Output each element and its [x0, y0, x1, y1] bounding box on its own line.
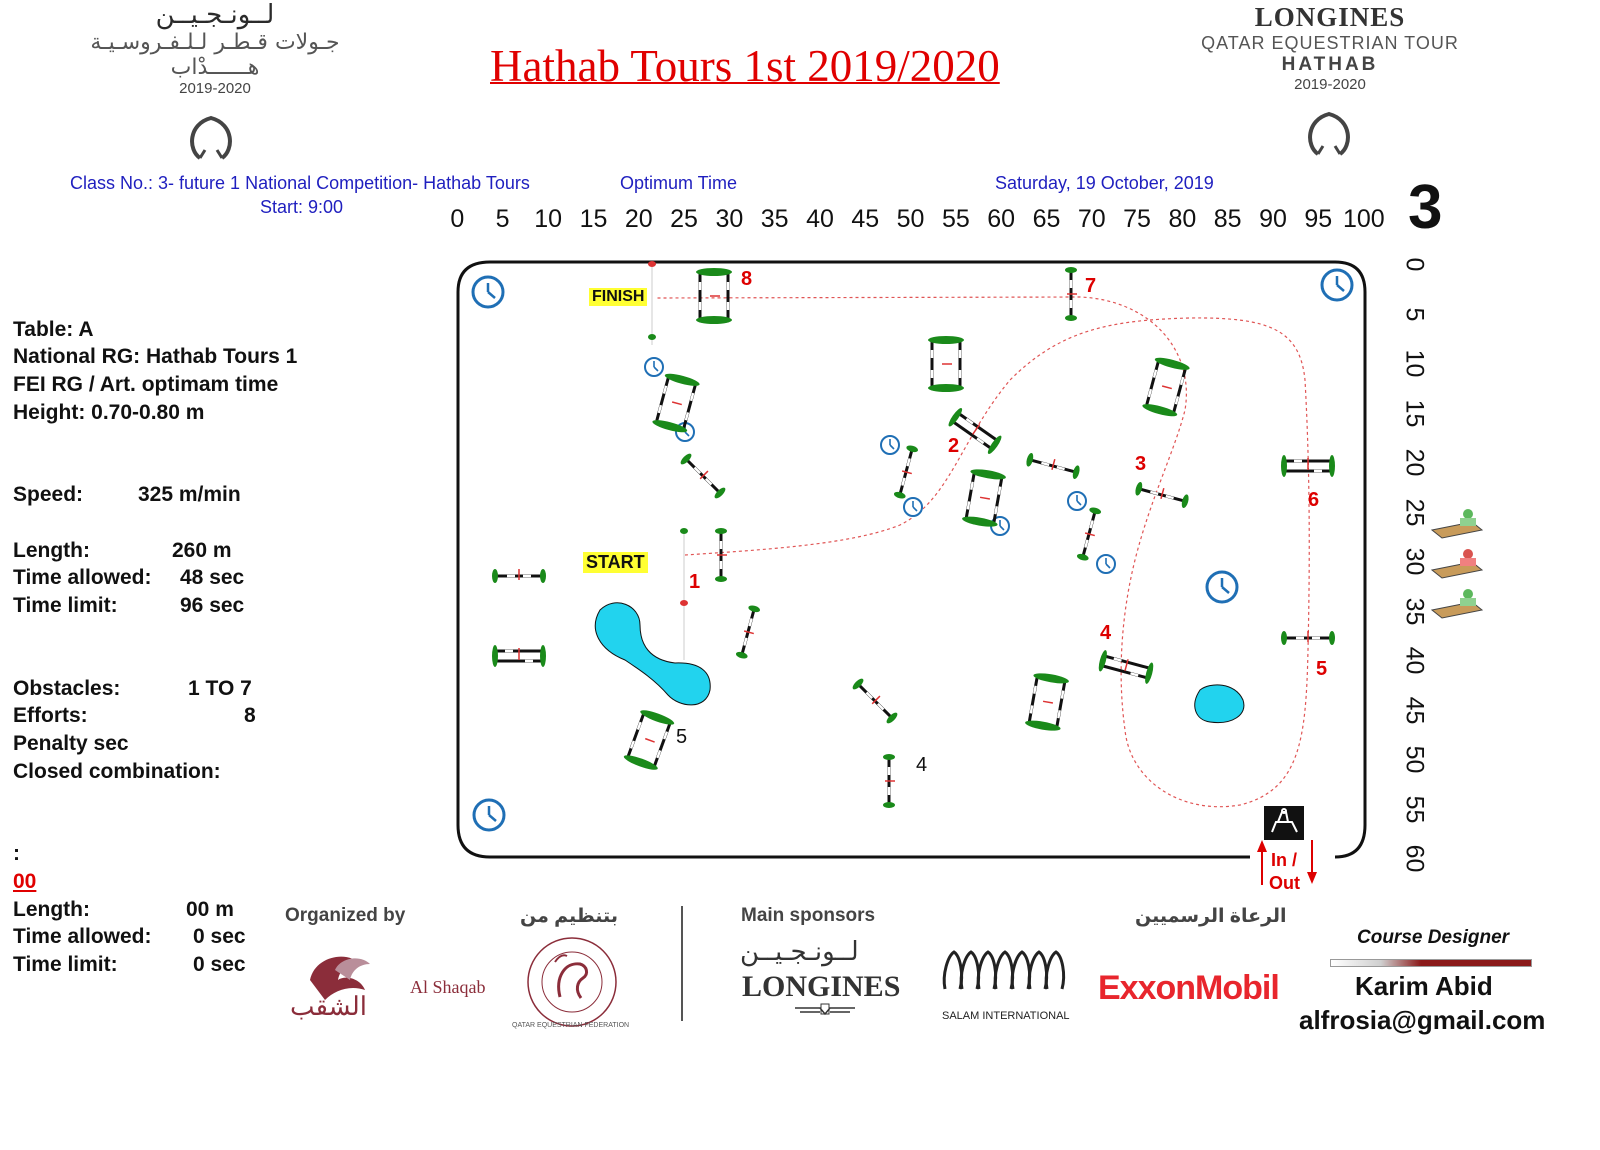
organized-by-arabic: بتنظيم من — [520, 906, 618, 927]
time-allowed-value: 48 sec — [180, 566, 245, 589]
scale-tick-label: 5 — [495, 205, 510, 233]
salam-name: SALAM INTERNATIONAL — [942, 1010, 1070, 1022]
obstacle — [679, 452, 727, 500]
jump-number-8: 8 — [741, 268, 753, 290]
clock-icon — [881, 436, 899, 454]
exxonmobil-logo: ExxonMobil — [1098, 969, 1279, 1007]
scale-tick-label: 35 — [760, 205, 789, 233]
finish-label: FINISH — [589, 288, 647, 306]
extra-number-5: 5 — [676, 726, 688, 748]
scale-tick-label: 0 — [1400, 257, 1429, 272]
clock-icon — [473, 277, 503, 307]
scale-tick-label: 15 — [1400, 399, 1429, 427]
scale-tick-label: 20 — [624, 205, 653, 233]
in-arrow — [1257, 840, 1267, 852]
right-logo-event: HATHAB — [1281, 54, 1379, 75]
alshaqab-name: Al Shaqab — [410, 977, 486, 997]
left-logo-line2: جـولات قـطـر لـلـفـروسـيـة — [90, 30, 340, 55]
jump-number-1: 1 — [689, 571, 701, 593]
alshaqab-logo — [280, 940, 410, 1020]
clock-icon — [1207, 572, 1237, 602]
efforts-value: 8 — [244, 704, 256, 727]
scale-tick-label: 40 — [806, 205, 834, 233]
page-title: Hathab Tours 1st 2019/2020 — [490, 41, 1000, 91]
time-limit2-label: Time limit: — [13, 953, 118, 976]
start-flag — [680, 528, 688, 534]
scale-tick-label: 0 — [450, 205, 465, 233]
time-limit2-value: 0 sec — [193, 953, 246, 976]
scale-tick-label: 70 — [1077, 205, 1106, 233]
organized-by-label: Organized by — [285, 905, 406, 926]
right-logo-brand: LONGINES — [1254, 2, 1406, 32]
time-allowed2-value: 0 sec — [193, 925, 246, 948]
obstacle — [1141, 355, 1190, 418]
judge-icon — [1432, 589, 1482, 618]
jump-number-7: 7 — [1085, 275, 1097, 297]
scale-tick-label: 45 — [851, 205, 880, 233]
scale-tick-label: 10 — [1400, 349, 1429, 378]
clock-icon — [904, 498, 922, 516]
obstacle — [883, 754, 895, 808]
jump-number-2: 2 — [948, 435, 960, 457]
clock-icon — [645, 358, 663, 376]
course-designer-label: Course Designer — [1357, 927, 1510, 948]
obstacle — [651, 371, 700, 434]
left-logo-year: 2019-2020 — [179, 80, 251, 97]
scale-tick-label: 10 — [534, 205, 563, 233]
obstacle — [928, 336, 964, 392]
water-left — [595, 603, 710, 705]
length-label: Length: — [13, 539, 90, 562]
jump-number-6: 6 — [1308, 489, 1320, 511]
length2-label: Length: — [13, 898, 90, 921]
in-label: In / — [1271, 850, 1297, 870]
event-date: Saturday, 19 October, 2019 — [995, 173, 1214, 193]
scale-tick-label: 45 — [1400, 696, 1429, 724]
obstacles-value: 1 TO 7 — [188, 677, 252, 700]
scale-tick-label: 30 — [715, 205, 744, 233]
longines-arabic: لــونـجـيــن — [740, 937, 859, 967]
obstacle — [492, 645, 546, 667]
finish-flag — [648, 334, 656, 340]
scale-tick-label: 55 — [941, 205, 970, 233]
info-fei: FEI RG / Art. optimam time — [13, 373, 279, 396]
obstacle-3 — [1134, 481, 1190, 508]
obstacle — [893, 444, 919, 499]
closed-combination-label: Closed combination: — [13, 760, 221, 783]
finish-flag — [648, 261, 656, 267]
clock-icon — [1097, 555, 1115, 573]
scale-tick-label: 5 — [1400, 307, 1429, 321]
info-national: National RG: Hathab Tours 1 — [13, 345, 298, 368]
penalty-label: Penalty sec — [13, 732, 129, 755]
speed-label: Speed: — [13, 483, 84, 506]
obstacle — [1076, 506, 1102, 561]
clock-icon — [1322, 270, 1352, 300]
qef-name: QATAR EQUESTRIAN FEDERATION — [512, 1022, 630, 1029]
out-label: Out — [1269, 873, 1300, 893]
scale-tick-label: 85 — [1213, 205, 1242, 233]
designer-divider — [1330, 959, 1532, 967]
scale-tick-label: 80 — [1168, 205, 1197, 233]
time-allowed-label: Time allowed: — [13, 566, 152, 589]
start-label: START — [583, 552, 648, 573]
time-allowed2-label: Time allowed: — [13, 925, 152, 948]
obstacle-7 — [1065, 267, 1077, 321]
judge-icon — [1432, 549, 1482, 578]
scale-tick-label: 65 — [1032, 205, 1061, 233]
longines-logo: LONGINES — [742, 970, 901, 1003]
scale-tick-label: 50 — [896, 205, 925, 233]
obstacle — [623, 708, 676, 773]
svg-text:الشقب: الشقب — [290, 991, 368, 1020]
info-height: Height: 0.70-0.80 m — [13, 401, 205, 424]
longines-wings-icon — [790, 1000, 860, 1020]
salam-logo — [940, 944, 1070, 996]
main-sponsors-label: Main sponsors — [741, 905, 876, 926]
scale-tick-label: 40 — [1400, 646, 1429, 675]
jump-number-3: 3 — [1135, 453, 1147, 475]
scale-tick-label: 60 — [1400, 844, 1429, 873]
qef-logo — [515, 932, 630, 1032]
scale-tick-label: 20 — [1400, 448, 1429, 477]
water-right — [1195, 685, 1244, 723]
left-logo-line1: لــونـجـيــن — [155, 0, 275, 30]
obstacle-1 — [715, 528, 727, 582]
obstacles-label: Obstacles: — [13, 677, 121, 700]
scale-tick-label: 90 — [1259, 205, 1287, 233]
left-logo-line3: هــــــدْاب — [170, 55, 260, 80]
obstacle — [735, 604, 761, 659]
scale-tick-label: 55 — [1400, 795, 1429, 823]
length2-value: 00 m — [186, 898, 234, 921]
time-limit-label: Time limit: — [13, 594, 118, 617]
obstacle — [492, 569, 546, 583]
efforts-label: Efforts: — [13, 704, 88, 727]
obstacle — [851, 677, 899, 725]
obstacle — [1025, 452, 1081, 479]
sponsor-divider — [681, 906, 683, 1021]
start-time: Start: 9:00 — [260, 197, 344, 217]
judge-icon — [1432, 509, 1482, 538]
length-value: 260 m — [172, 539, 232, 562]
jump-number-5: 5 — [1316, 658, 1328, 680]
scale-tick-label: 100 — [1343, 205, 1385, 233]
obstacle — [1024, 671, 1069, 732]
clock-icon — [1068, 492, 1086, 510]
extra-number-4: 4 — [916, 754, 928, 776]
jump-number-4: 4 — [1100, 622, 1112, 644]
class-info: Class No.: 3- future 1 National Competition- Hathab Tours — [70, 173, 530, 193]
speed-value: 325 m/min — [138, 483, 241, 506]
obstacle-6 — [1281, 455, 1335, 477]
scale-tick-label: 25 — [670, 205, 698, 233]
optimum-time: Optimum Time — [620, 173, 738, 193]
colon-label: : — [13, 842, 20, 865]
designer-name: Karim Abid — [1355, 971, 1493, 1001]
scale-tick-label: 35 — [1400, 597, 1429, 625]
obstacle-8 — [696, 268, 732, 324]
designer-email: alfrosia@gmail.com — [1299, 1005, 1546, 1035]
main-sponsors-arabic: الرعاة الرسميين — [1135, 906, 1287, 927]
course-route — [655, 297, 1309, 807]
out-arrow — [1307, 872, 1317, 884]
right-logo-year: 2019-2020 — [1294, 76, 1366, 93]
start-flag — [680, 600, 688, 606]
scale-tick-label: 25 — [1400, 498, 1429, 526]
obstacle-4 — [1097, 649, 1155, 684]
scale-tick-label: 95 — [1304, 205, 1333, 233]
scale-tick-label: 30 — [1400, 547, 1429, 576]
page-number: 3 — [1408, 173, 1443, 242]
scale-tick-label: 75 — [1123, 205, 1151, 233]
info-table: Table: A — [13, 318, 94, 341]
time-limit-value: 96 sec — [180, 594, 245, 617]
scale-tick-label: 60 — [987, 205, 1016, 233]
clock-icon — [474, 800, 504, 830]
scale-tick-label: 15 — [579, 205, 608, 233]
scale-tick-label: 50 — [1400, 745, 1429, 774]
jumpoff-label: 00 — [13, 870, 37, 893]
right-logo-tour: QATAR EQUESTRIAN TOUR — [1201, 33, 1459, 53]
